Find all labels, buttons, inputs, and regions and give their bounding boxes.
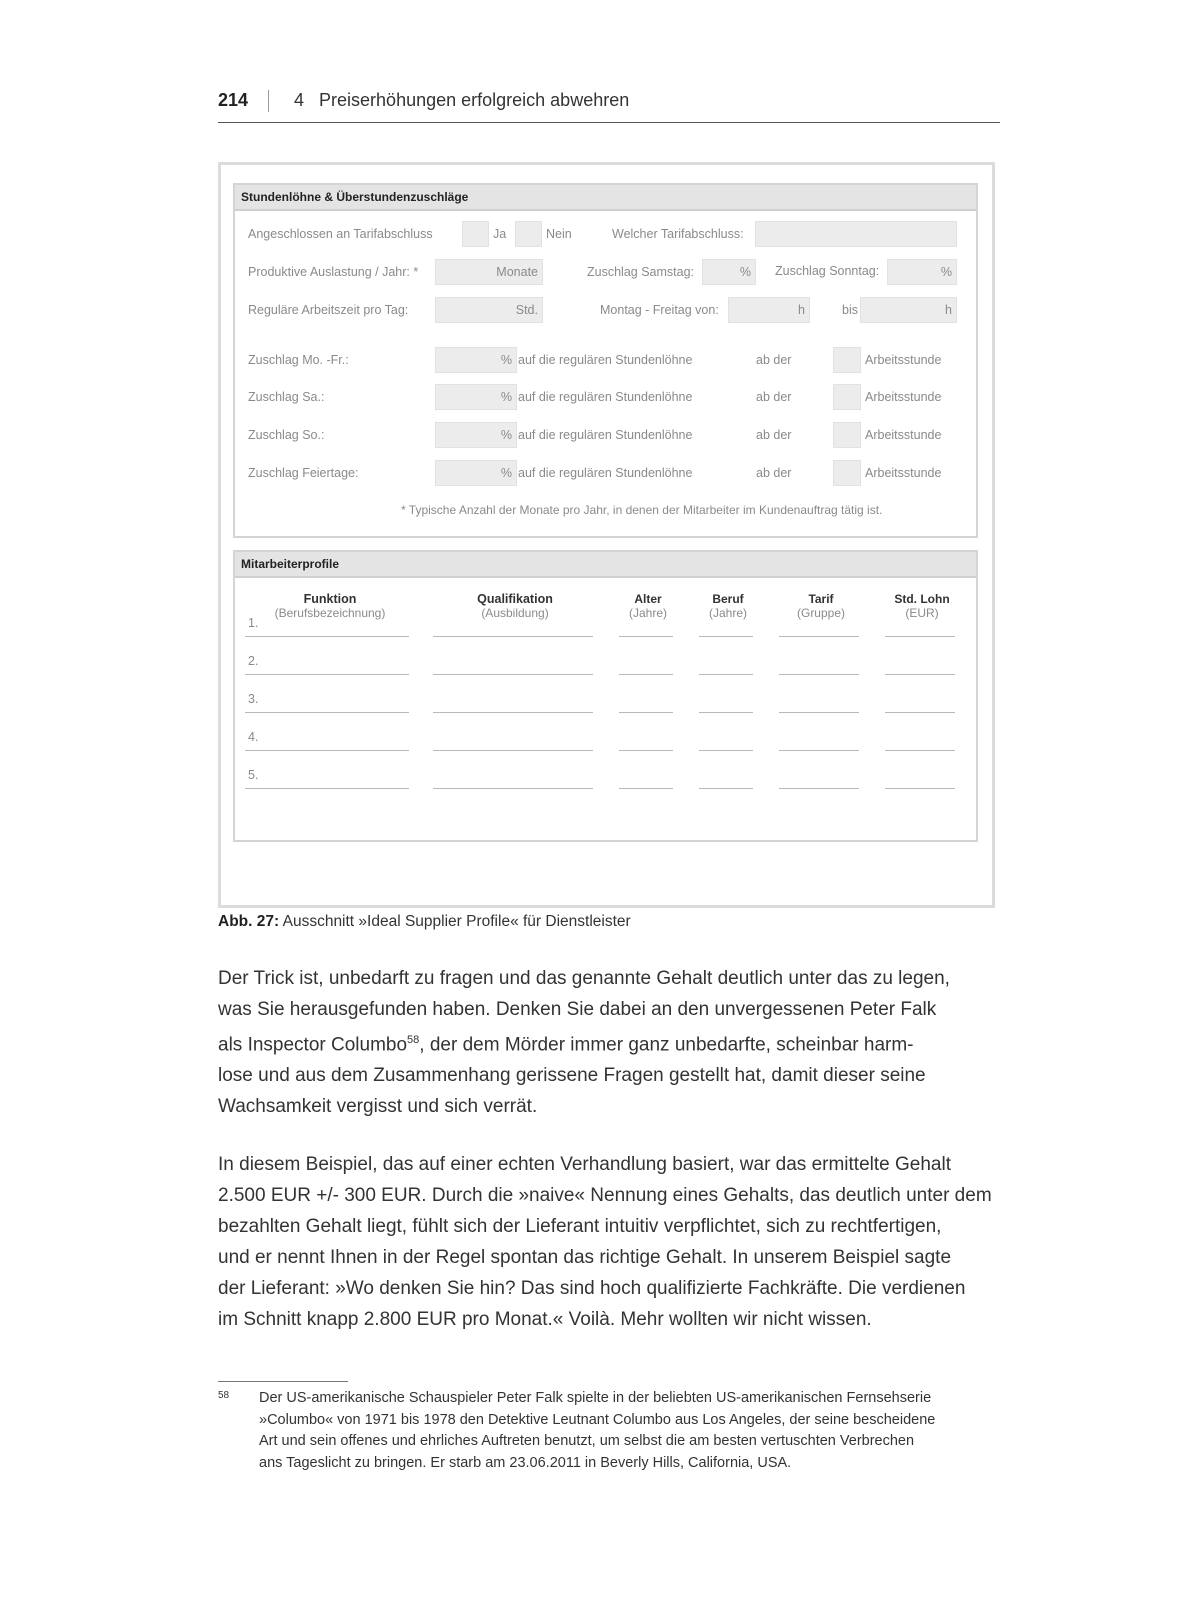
panel-title: Mitarbeiterprofile	[235, 552, 976, 578]
stunde-field[interactable]	[833, 422, 861, 448]
row-input-line[interactable]	[433, 750, 593, 751]
zuschlag-field[interactable]: %	[435, 384, 517, 410]
zuschlag-label: Zuschlag Sa.:	[248, 390, 325, 404]
row-input-line[interactable]	[245, 636, 409, 637]
row-input-line[interactable]	[885, 788, 955, 789]
text-line: bezahlten Gehalt liegt, fühlt sich der Lieferant intuitiv verpflichtet, sich zu rechtfertigen,	[218, 1216, 942, 1237]
row-input-line[interactable]	[245, 788, 409, 789]
zuschlag-text: auf die regulären Stundenlöhne	[518, 390, 693, 404]
row-input-line[interactable]	[779, 636, 859, 637]
row-input-line[interactable]	[699, 636, 753, 637]
row-input-line[interactable]	[885, 636, 955, 637]
tarif-label: Angeschlossen an Tarifabschluss	[248, 227, 433, 241]
zuschlag-field[interactable]: %	[435, 347, 517, 373]
row-input-line[interactable]	[779, 674, 859, 675]
column-header-funktion: Funktion (Berufsbezeichnung)	[274, 592, 386, 620]
row-input-line[interactable]	[619, 750, 673, 751]
von-field[interactable]: h	[728, 297, 810, 323]
welcher-label: Welcher Tarifabschluss:	[612, 227, 744, 241]
zuschlag-text: auf die regulären Stundenlöhne	[518, 353, 693, 367]
text-line: Der Trick ist, unbedarft zu fragen und das genannte Gehalt deutlich unter das zu legen,	[218, 968, 950, 989]
row-input-line[interactable]	[619, 788, 673, 789]
row-input-line[interactable]	[245, 750, 409, 751]
column-header-std-lohn: Std. Lohn (EUR)	[894, 592, 950, 620]
ab-der-label: ab der	[756, 390, 792, 404]
row-number: 5.	[248, 768, 259, 782]
row-input-line[interactable]	[885, 750, 955, 751]
tarifabschluss-field[interactable]	[755, 221, 957, 247]
arbeitsstunde-label: Arbeitsstunde	[865, 428, 942, 442]
row-input-line[interactable]	[433, 636, 593, 637]
header-divider	[268, 90, 269, 112]
panel-title: Stundenlöhne & Überstundenzuschläge	[235, 185, 976, 211]
footnote-line: Art und sein offenes und ehrliches Auftreten benutzt, um selbst die am besten vertuschten Verbrechen	[259, 1433, 915, 1449]
panel-stundenloehne	[233, 183, 978, 538]
text-line: im Schnitt knapp 2.800 EUR pro Monat.« Voilà. Mehr wollten wir nicht wissen.	[218, 1309, 872, 1330]
stunde-field[interactable]	[833, 347, 861, 373]
samstag-label: Zuschlag Samstag:	[587, 265, 694, 279]
footnote-line: »Columbo« von 1971 bis 1978 den Detektive Leutnant Columbo aus Los Angeles, der seine bescheidene	[259, 1411, 936, 1428]
ab-der-label: ab der	[756, 466, 792, 480]
form-footnote: * Typische Anzahl der Monate pro Jahr, in denen der Mitarbeiter im Kundenauftrag tätig ist.	[401, 503, 883, 517]
panel-mitarbeiterprofile	[233, 550, 978, 842]
row-input-line[interactable]	[779, 712, 859, 713]
bis-label: bis	[842, 303, 858, 317]
arbeitsstunde-label: Arbeitsstunde	[865, 466, 942, 480]
ab-der-label: ab der	[756, 428, 792, 442]
arbeitsstunde-label: Arbeitsstunde	[865, 390, 942, 404]
row-number: 1.	[248, 616, 259, 630]
figure-form	[218, 162, 995, 908]
zuschlag-field[interactable]: %	[435, 460, 517, 486]
row-input-line[interactable]	[245, 712, 409, 713]
ja-checkbox[interactable]	[462, 221, 489, 247]
text-line: In diesem Beispiel, das auf einer echten Verhandlung basiert, war das ermittelte Gehalt	[218, 1154, 951, 1175]
row-input-line[interactable]	[699, 788, 753, 789]
row-number: 4.	[248, 730, 259, 744]
row-input-line[interactable]	[433, 712, 593, 713]
footnote-line: Der US-amerikanische Schauspieler Peter Falk spielte in der beliebten US-amerikanischen Fernsehserie	[259, 1390, 932, 1406]
column-header-beruf: Beruf (Jahre)	[708, 592, 747, 620]
row-input-line[interactable]	[619, 712, 673, 713]
bis-field[interactable]: h	[860, 297, 957, 323]
arbeitszeit-field[interactable]: Std.	[435, 297, 543, 323]
text-line: was Sie herausgefunden haben. Denken Sie dabei an den unvergessenen Peter Falk	[218, 999, 937, 1020]
stunde-field[interactable]	[833, 460, 861, 486]
auslastung-label: Produktive Auslastung / Jahr: *	[248, 265, 419, 279]
row-input-line[interactable]	[619, 674, 673, 675]
ab-der-label: ab der	[756, 353, 792, 367]
running-header	[218, 86, 1000, 123]
page-number: 214	[218, 90, 249, 110]
row-input-line[interactable]	[699, 750, 753, 751]
footnote-line: ans Tageslicht zu bringen. Er starb am 23.06.2011 in Beverly Hills, California, USA.	[259, 1454, 792, 1471]
column-header-alter: Alter (Jahre)	[628, 592, 667, 620]
text-line: 2.500 EUR +/- 300 EUR. Durch die »naive« Nennung eines Gehalts, das deutlich unter dem	[218, 1185, 992, 1206]
text-line: und er nennt Ihnen in der Regel spontan das richtige Gehalt. In unserem Beispiel sagte	[218, 1247, 952, 1268]
arbeitsstunde-label: Arbeitsstunde	[865, 353, 942, 367]
row-input-line[interactable]	[779, 750, 859, 751]
paragraph	[218, 1149, 1000, 1335]
zuschlag-text: auf die regulären Stundenlöhne	[518, 466, 693, 480]
column-header-qualifikation: Qualifikation (Ausbildung)	[477, 592, 553, 620]
figure-caption: Abb. 27: Ausschnitt »Ideal Supplier Profile« für Dienstleister	[218, 913, 631, 930]
zuschlag-label: Zuschlag Feiertage:	[248, 466, 359, 480]
text-line: Wachsamkeit vergisst und sich verrät.	[218, 1096, 538, 1118]
footnote-text	[259, 1388, 999, 1474]
row-input-line[interactable]	[885, 674, 955, 675]
row-input-line[interactable]	[779, 788, 859, 789]
zuschlag-label: Zuschlag So.:	[248, 428, 325, 442]
arbeitszeit-label: Reguläre Arbeitszeit pro Tag:	[248, 303, 409, 317]
text-line: der Lieferant: »Wo denken Sie hin? Das sind hoch qualifizierte Fachkräfte. Die verdienen	[218, 1278, 966, 1299]
row-input-line[interactable]	[245, 674, 409, 675]
text-line: als Inspector Columbo$^{58}$, der dem Mörder immer ganz unbedarfte, scheinbar harm-	[218, 1034, 914, 1056]
row-input-line[interactable]	[885, 712, 955, 713]
ja-label: Ja	[493, 227, 507, 241]
samstag-field[interactable]: %	[702, 259, 756, 285]
footnote-rule	[218, 1381, 348, 1382]
sonntag-label: Zuschlag Sonntag:	[775, 264, 880, 278]
montag-label: Montag - Freitag von:	[600, 303, 719, 317]
nein-label: Nein	[546, 227, 572, 241]
chapter-title: 4 Preiserhöhungen erfolgreich abwehren	[294, 90, 630, 110]
stunde-field[interactable]	[833, 384, 861, 410]
row-number: 3.	[248, 692, 259, 706]
text-line: lose und aus dem Zusammenhang gerissene Fragen gestellt hat, damit dieser seine	[218, 1065, 926, 1087]
footnote-reference[interactable]: 58	[407, 1034, 420, 1046]
paragraph	[218, 963, 1000, 1122]
auslastung-field[interactable]: Monate	[435, 259, 543, 285]
row-number: 2.	[248, 654, 259, 668]
row-input-line[interactable]	[619, 636, 673, 637]
zuschlag-text: auf die regulären Stundenlöhne	[518, 428, 693, 442]
footnote-number: 58	[218, 1390, 230, 1401]
row-input-line[interactable]	[433, 674, 593, 675]
zuschlag-label: Zuschlag Mo. -Fr.:	[248, 353, 349, 367]
nein-checkbox[interactable]	[515, 221, 542, 247]
row-input-line[interactable]	[433, 788, 593, 789]
sonntag-field[interactable]: %	[887, 259, 957, 285]
zuschlag-field[interactable]: %	[435, 422, 517, 448]
row-input-line[interactable]	[699, 712, 753, 713]
row-input-line[interactable]	[699, 674, 753, 675]
column-header-tarif: Tarif (Gruppe)	[796, 592, 846, 620]
